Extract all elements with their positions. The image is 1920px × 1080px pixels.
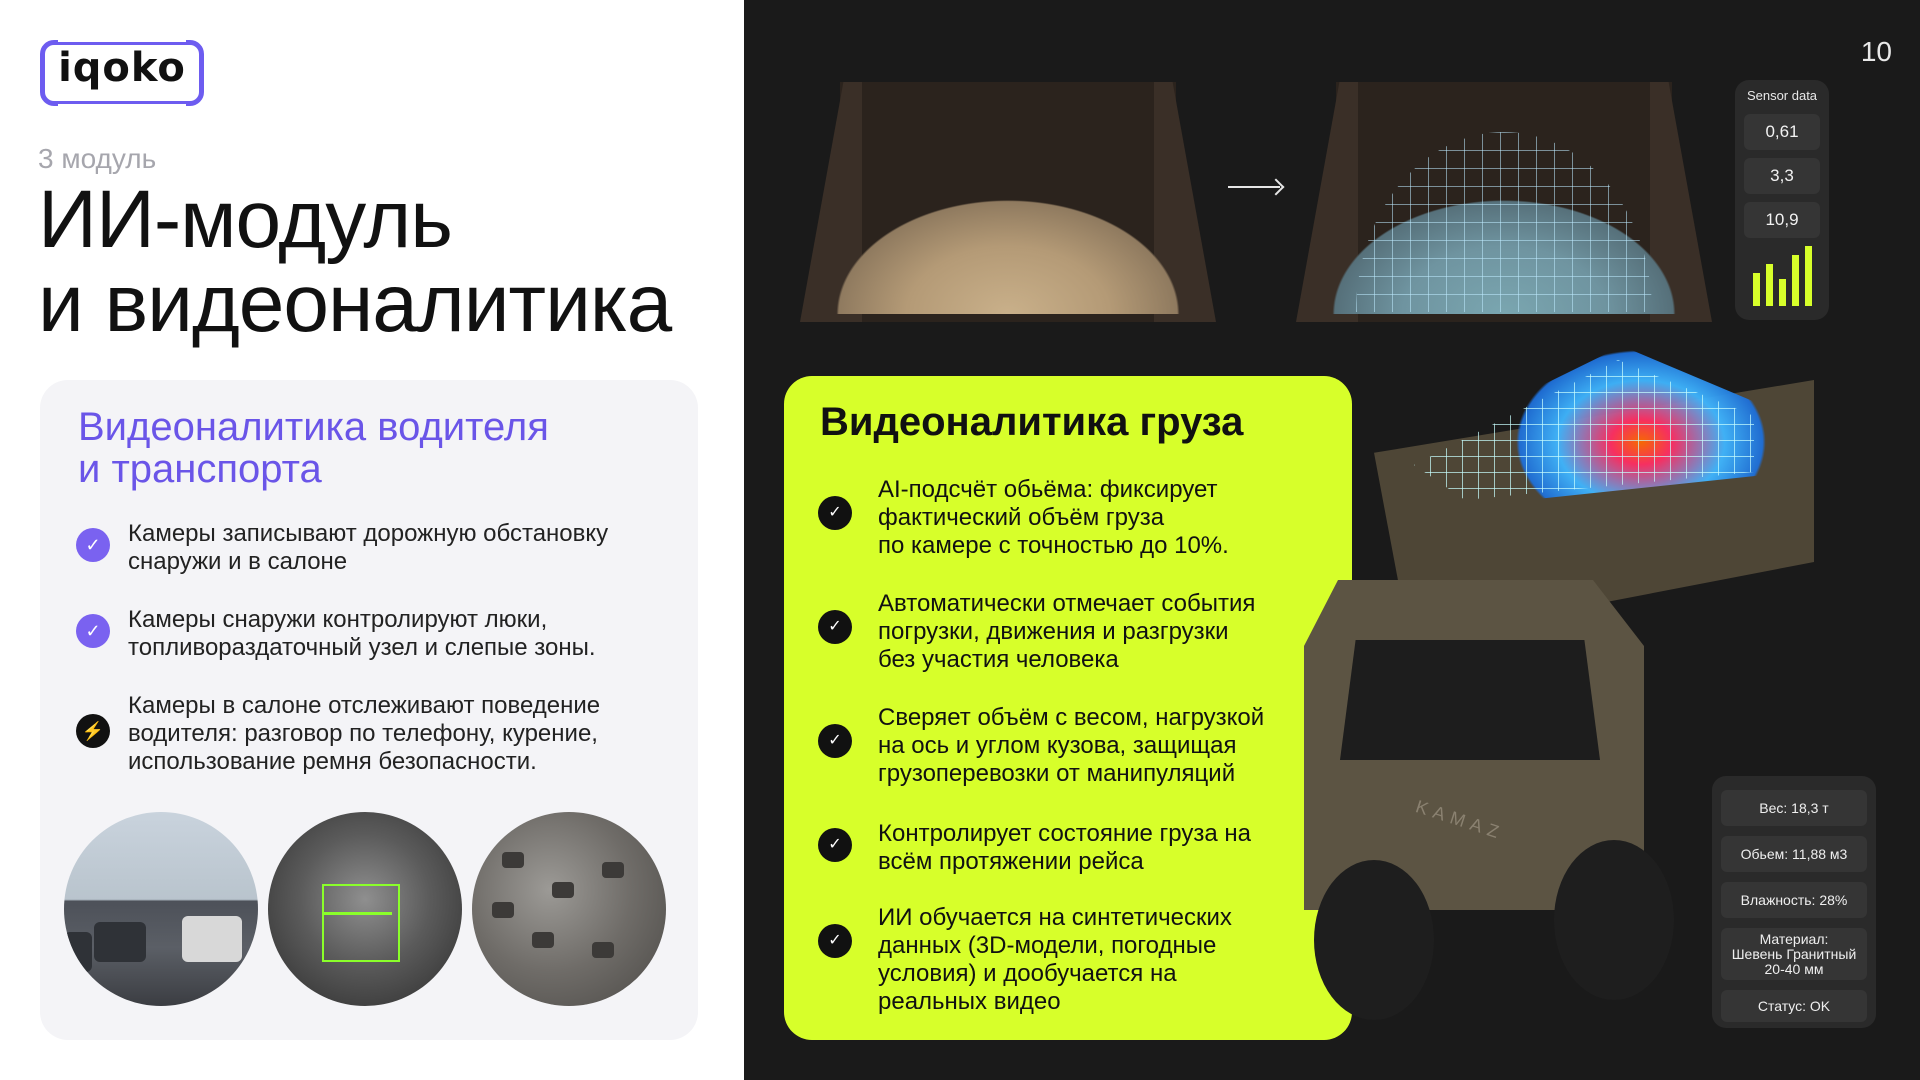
status-readout: Статус: OK: [1721, 990, 1867, 1022]
road-camera-photo: [64, 812, 258, 1006]
cargo-analytics-card: Видеоналитика груза ✓ AI-подсчёт обьёма: фиксирует фактический объём груза по камере с точностью до 10%. ✓ Автоматически отмечает события погрузки, движения и разгрузки без участия человека ✓ Сверяет объём с весом, нагрузкой на ось и углом кузова, защищая грузоперевозки от манипуляций ✓ Контролирует состояние груза на всём протяжении рейса ✓ ИИ обучается на синтетических данных (3D-модели, погодные условия) и дообучается на реальных видео: [784, 376, 1352, 1040]
signal-bars-icon: [1753, 246, 1815, 306]
cargo-raw-image: [800, 82, 1216, 322]
title-line-2: и видеоналитика: [38, 258, 672, 349]
cargo-card-title: Видеоналитика груза: [820, 400, 1244, 444]
logo-text: iqoko: [58, 45, 186, 91]
weight-readout: Вес: 18,3 т: [1721, 790, 1867, 826]
title-line-1: ИИ-модуль: [38, 174, 452, 265]
truck-info-panel: [1712, 776, 1876, 1028]
check-icon: ✓: [76, 614, 110, 648]
right-panel: [744, 0, 1920, 1080]
face-detection-box: [322, 884, 400, 962]
check-icon: ✓: [818, 924, 852, 958]
sensor-value: 0,61: [1744, 114, 1820, 150]
sensor-data-panel: [1735, 80, 1829, 320]
check-icon: ✓: [818, 496, 852, 530]
material-readout: Материал: Шевень Гранитный 20-40 мм: [1721, 928, 1867, 980]
page-title: [38, 174, 672, 349]
driver-analytics-card: Видеоналитика водителя и транспорта ✓ Камеры записывают дорожную обстановку снаружи и в салоне ✓ Камеры снаружи контролируют люки, топливораздаточный узел и слепые зоны. ⚡ Камеры в салоне отслеживают поведение водителя: разговор по телефону, курение, использование ремня безопасности.: [40, 380, 698, 1040]
signal-bar: [1805, 246, 1812, 306]
check-icon: ✓: [818, 610, 852, 644]
sensor-value: 3,3: [1744, 158, 1820, 194]
signal-bar: [1779, 279, 1786, 306]
sensor-value: 10,9: [1744, 202, 1820, 238]
cargo-mesh-image: [1296, 82, 1712, 322]
module-label: 3 модуль: [38, 143, 157, 174]
company-logo: [40, 40, 204, 106]
cargo-camera-photo: [472, 812, 666, 1006]
truck-brand-label: KAMAZ: [1413, 796, 1508, 844]
page-number: 10: [1860, 36, 1892, 67]
signal-bar: [1753, 273, 1760, 306]
driver-camera-photo: [268, 812, 462, 1006]
check-icon: ✓: [76, 528, 110, 562]
humidity-readout: Влажность: 28%: [1721, 882, 1867, 918]
signal-bar: [1792, 255, 1799, 306]
sensor-data-label: Sensor data: [1746, 88, 1818, 103]
check-icon: ✓: [818, 724, 852, 758]
arrow-right-icon: [1228, 186, 1280, 188]
sand-pile: [820, 114, 1196, 314]
lightning-icon: ⚡: [76, 714, 110, 748]
signal-bar: [1766, 264, 1773, 306]
check-icon: ✓: [818, 828, 852, 862]
volume-readout: Обьем: 11,88 м3: [1721, 836, 1867, 872]
driver-card-title: Видеоналитика водителя и транспорта: [78, 405, 549, 491]
left-panel: [0, 0, 744, 1080]
